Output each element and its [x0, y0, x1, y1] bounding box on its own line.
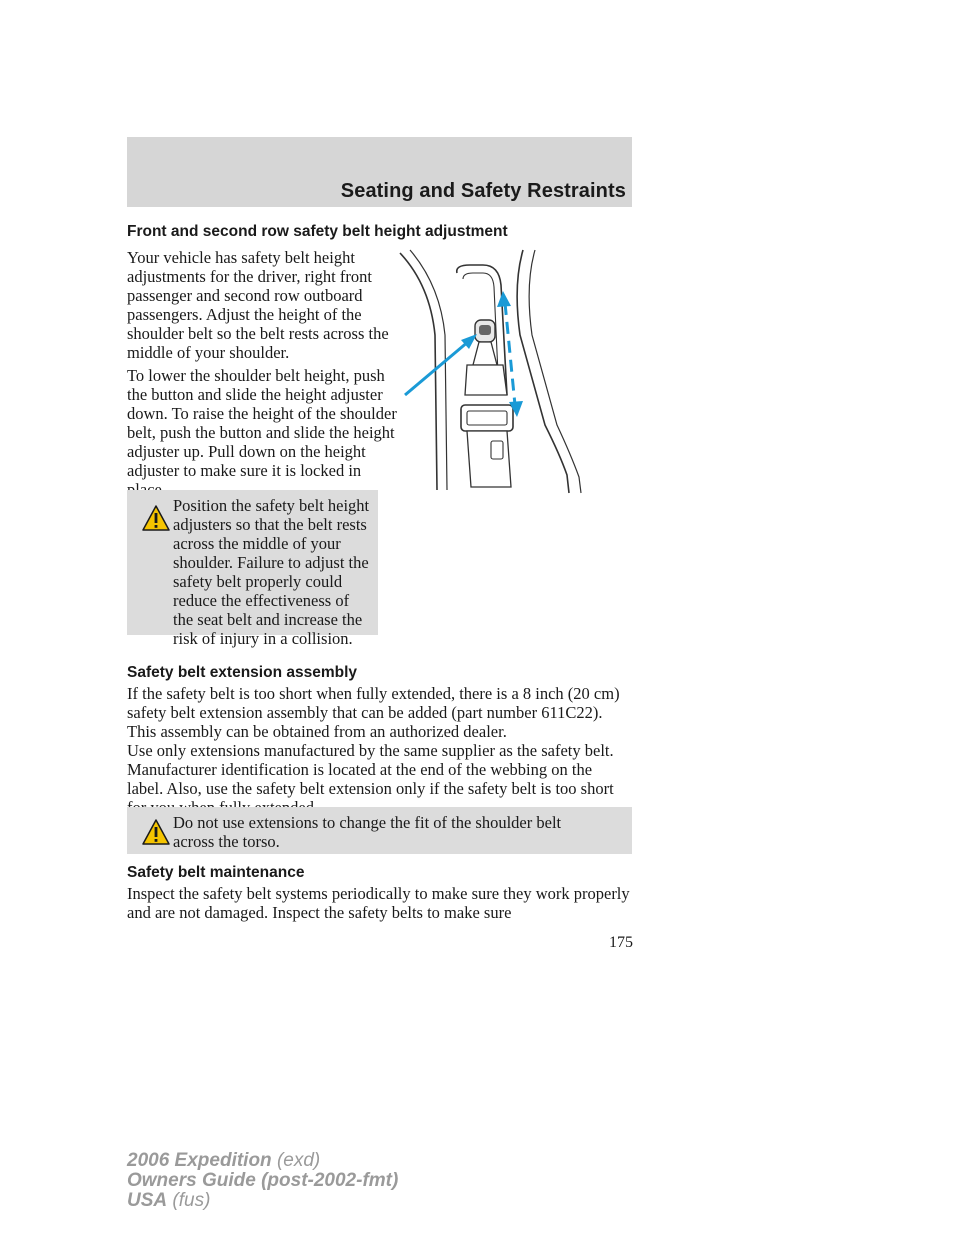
page-number: 175: [609, 934, 633, 951]
heading-extension: Safety belt extension assembly: [127, 664, 358, 681]
warning-text-height-adjustment: Position the safety belt height adjusters so that the belt rests across the middle of your shoulder. Failure to adjust the safety belt properly could reduce the effectiveness of the seat belt and increase the risk of injury in a collision.: [173, 496, 370, 648]
warning-triangle-icon: [141, 818, 171, 846]
section-title: Seating and Safety Restraints: [340, 180, 626, 202]
footer-market-code: (fus): [172, 1190, 211, 1211]
footer-model-code: (exd): [276, 1150, 321, 1171]
paragraph-height-adjustment-1: Your vehicle has safety belt height adjustments for the driver, right front passenger and second row outboard passengers. Adjust the height of the shoulder belt so the belt rests across the middle of your shoulder.: [127, 248, 389, 362]
warning-text-extension: Do not use extensions to change the fit of the shoulder belt across the torso.: [173, 813, 562, 851]
footer-model: 2006 Expedition: [127, 1150, 272, 1171]
section-header-band: [127, 137, 632, 207]
paragraph-extension-2: Use only extensions manufactured by the same supplier as the safety belt. Manufacturer identification is located at the end of the webbing on the label. Also, use the safety belt extension only if the safety belt is too short: [127, 741, 614, 798]
heading-height-adjustment: Front and second row safety belt height adjustment: [127, 223, 508, 240]
paragraph-extension-1: If the safety belt is too short when fully extended, there is a 8 inch (20 cm) safety belt extension assembly that can be added (part number 611C22). This assembly can be obtained from an authorized dealer.: [127, 684, 620, 741]
heading-maintenance: Safety belt maintenance: [127, 864, 305, 881]
document-footer: [127, 1151, 398, 1211]
belt-height-adjuster-illustration: [395, 245, 590, 495]
warning-box-extension: [127, 807, 632, 854]
paragraph-maintenance-1: Inspect the safety belt systems periodically to make sure they work properly and are not damaged. Inspect the safety belts to make sure: [127, 884, 630, 922]
footer-market: USA: [127, 1190, 168, 1211]
footer-guide: Owners Guide (post-2002-fmt): [127, 1170, 399, 1191]
warning-box-height-adjustment: [127, 490, 378, 648]
paragraph-height-adjustment-2: To lower the shoulder belt height, push the button and slide the height adjuster down. To raise the height of the shoulder belt, push the button and slide the height adjuster up. Pull down on the height adjuster to make sure it is locked in: [127, 366, 397, 480]
